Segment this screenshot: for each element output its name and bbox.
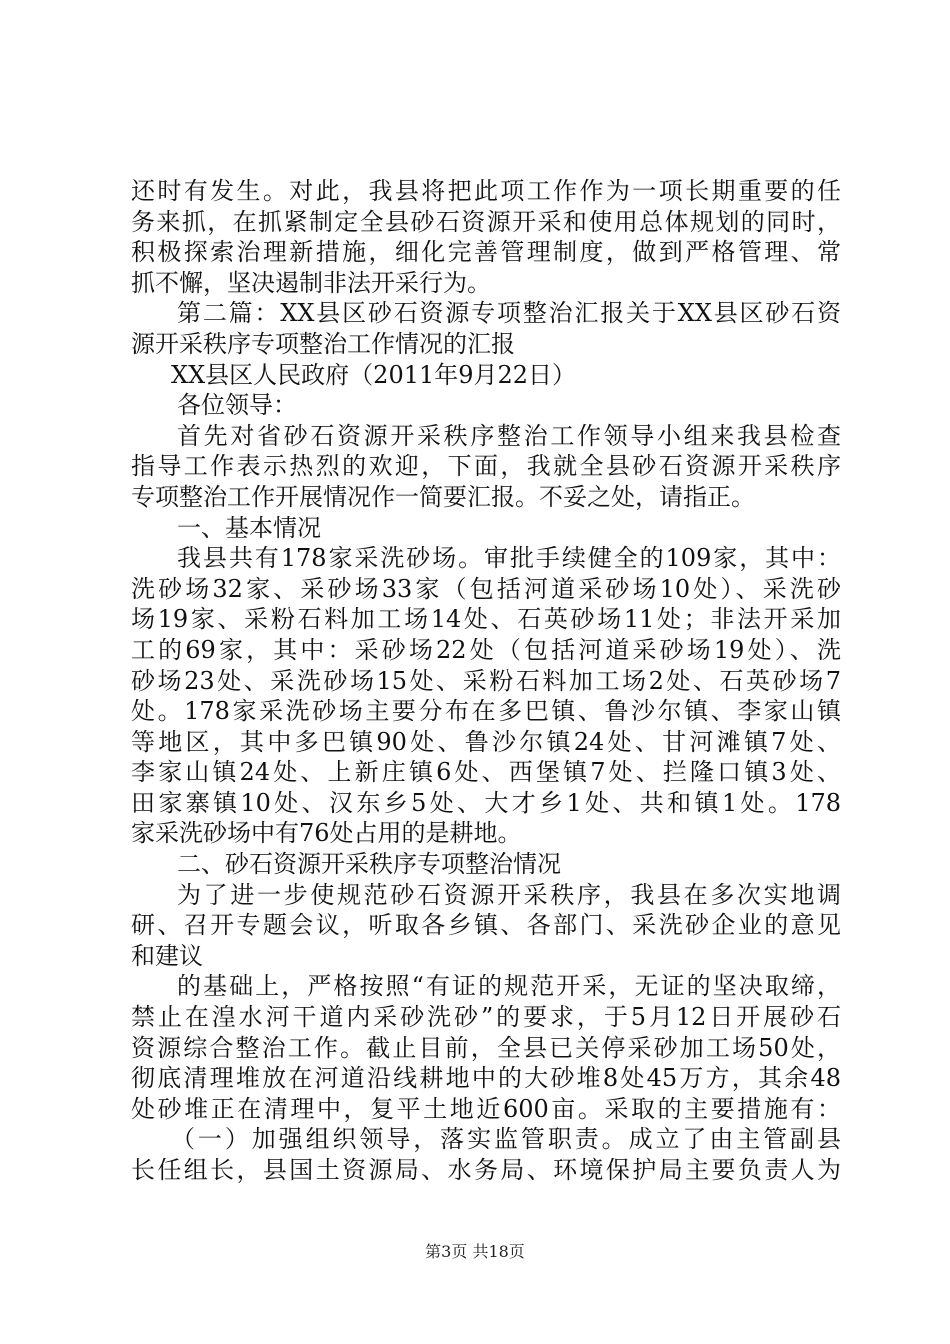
text-line: 等地区，其中多巴镇90处、鲁沙尔镇24处、甘河滩镇7处、: [131, 727, 841, 756]
text-line: 首先对省砂石资源开采秩序整治工作领导小组来我县检查: [177, 421, 841, 450]
text-line: 指导工作表示热烈的欢迎，下面，我就全县砂石资源开采秩序: [131, 452, 841, 481]
text-line: 还时有发生。对此，我县将把此项工作作为一项长期重要的任: [131, 177, 841, 205]
text-line: 砂场23处、采洗砂场15处、采粉石料加工场2处、石英砂场7: [131, 666, 841, 695]
text-line: 积极探索治理新措施，细化完善管理制度，做到严格管理、常: [131, 238, 841, 267]
text-line: 田家寨镇10处、汉东乡5处、大才乡1处、共和镇1处。178: [131, 788, 841, 817]
section-heading-line: 源开采秩序专项整治工作情况的汇报: [131, 329, 515, 358]
text-line: 资源综合整治工作。截止目前，全县已关停采砂加工场50处，: [131, 1033, 841, 1062]
text-line: 彻底清理堆放在河道沿线耕地中的大砂堆8处45万方，其余48: [131, 1064, 841, 1093]
section-heading-line: 第二篇：XX县区砂石资源专项整治汇报关于XX县区砂石资: [177, 299, 841, 328]
text-line: 长任组长，县国土资源局、水务局、环境保护局主要负责人为: [131, 1156, 841, 1184]
text-line: 研、召开专题会议，听取各乡镇、各部门、采洗砂企业的意见: [131, 911, 841, 940]
text-line: 我县共有178家采洗砂场。审批手续健全的109家，其中：: [177, 544, 841, 573]
page-number: 第3页 共18页: [425, 1242, 525, 1261]
text-line: 场19家、采粉石料加工场14处、石英砂场11处；非法开采加: [131, 605, 841, 634]
subsection-heading-line: （一）加强组织领导，落实监管职责。成立了由主管副县: [171, 1125, 841, 1154]
section-heading-line: 一、基本情况: [177, 513, 321, 542]
text-line: 务来抓，在抓紧制定全县砂石资源开采和使用总体规划的同时，: [131, 207, 841, 236]
text-line: 禁止在湟水河干道内采砂洗砂”的要求，于5月12日开展砂石: [131, 1003, 841, 1032]
text-line: 为了进一步使规范砂石资源开采秩序，我县在多次实地调: [177, 880, 841, 909]
text-line: 处砂堆正在清理中，复平土地近600亩。采取的主要措施有：: [131, 1094, 841, 1123]
text-line: 抓不懈，坚决遏制非法开采行为。: [131, 268, 491, 297]
section-heading-line: 二、砂石资源开采秩序专项整治情况: [177, 850, 561, 879]
text-line: 的基础上，严格按照“有证的规范开采，无证的坚决取缔，: [177, 972, 841, 1001]
text-line: 家采洗砂场中有76处占用的是耕地。: [131, 819, 522, 848]
text-line: 和建议: [131, 941, 203, 970]
text-line: 专项整治工作开展情况作一简要汇报。不妥之处，请指正。: [131, 482, 755, 511]
issuer-date-line: XX县区人民政府（2011年9月22日）: [171, 360, 577, 389]
document-body: [131, 176, 841, 1186]
salutation-line: 各位领导：: [177, 391, 297, 420]
text-line: 工的69家，其中：采砂场22处（包括河道采砂场19处）、洗: [131, 635, 841, 664]
text-line: 处。178家采洗砂场主要分布在多巴镇、鲁沙尔镇、李家山镇: [131, 697, 841, 726]
text-line: 李家山镇24处、上新庄镇6处、西堡镇7处、拦隆口镇3处、: [131, 758, 841, 787]
text-line: 洗砂场32家、采砂场33家（包括河道采砂场10处）、采洗砂: [131, 574, 841, 603]
